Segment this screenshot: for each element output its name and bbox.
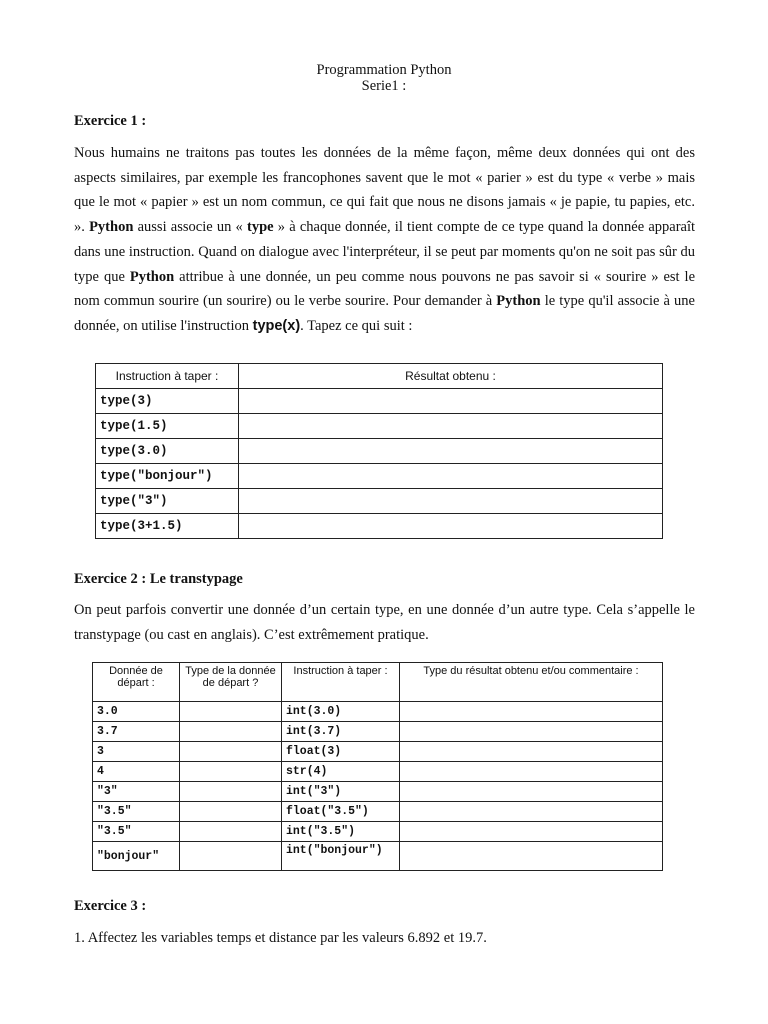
instruction-cell: int("3.5")	[282, 822, 400, 842]
table-row	[93, 842, 663, 871]
data-cell: 4	[93, 762, 180, 782]
cast-table	[92, 662, 663, 871]
instruction-cell: type("3")	[96, 489, 239, 514]
result-cell	[239, 389, 663, 414]
data-cell: "3.5"	[93, 822, 180, 842]
exercise-3-item-1: 1. Affectez les variables temps et distance par les valeurs 6.892 et 19.7.	[74, 930, 487, 946]
result-header: Résultat obtenu :	[239, 364, 663, 389]
type-cell	[180, 702, 282, 722]
exercise-1-heading: Exercice 1 :	[74, 113, 147, 129]
instruction-cell: type(3)	[96, 389, 239, 414]
table-row	[96, 464, 663, 489]
data-cell: "3"	[93, 782, 180, 802]
instruction-header: Instruction à taper :	[96, 364, 239, 389]
data-cell: 3.7	[93, 722, 180, 742]
table-row	[93, 802, 663, 822]
comment-cell	[400, 842, 663, 871]
instruction-cell: type(3.0)	[96, 439, 239, 464]
table-row	[96, 414, 663, 439]
result-cell	[239, 489, 663, 514]
table-row	[93, 762, 663, 782]
exercise-3-heading: Exercice 3 :	[74, 898, 147, 914]
table-header-row	[93, 663, 663, 702]
comment-cell	[400, 742, 663, 762]
instruction-cell: float("3.5")	[282, 802, 400, 822]
data-header: Donnée de départ :	[93, 663, 180, 702]
type-cell	[180, 722, 282, 742]
type-cell	[180, 742, 282, 762]
comment-header: Type du résultat obtenu et/ou commentaire :	[400, 663, 663, 702]
result-cell	[239, 439, 663, 464]
type-cell	[180, 762, 282, 782]
instruction-cell: float(3)	[282, 742, 400, 762]
type-header: Type de la donnée de départ ?	[180, 663, 282, 702]
instruction-header: Instruction à taper :	[282, 663, 400, 702]
instruction-cell: int(3.7)	[282, 722, 400, 742]
exercise-1-paragraph: Nous humains ne traitons pas toutes les données de la même façon, même deux données qui ont des aspects similaires, par exemple les francophones savent que le mot « parier » est du type « verbe » mais que le mot « papier » est un nom commun, ce qui fait que nous ne disons jamais « je papie, tu papies, etc. ». Python aussi associe un « type » à chaque donnée, il tient compte de ce type quand la donnée apparaît dans une instruction. Quand on dialogue avec l'interpréteur, il se peut par moments qu'on ne soit pas sûr du type que Python attribue à une donnée, un peu comme nous pouvons ne pas savoir si « sourire » est le nom commun sourire (un sourire) ou le verbe sourire. Pour demander à Python le type qu'il associe à une donnée, on utilise l'instruction type(x). Tapez ce qui suit :	[74, 145, 696, 334]
exercise-2-paragraph: On peut parfois convertir une donnée d’un certain type, en une donnée d’un autre type. Cela s’appelle le transtypage (ou cast en anglais). C’est extrêmement pratique.	[74, 602, 695, 643]
table-row	[93, 822, 663, 842]
exercise-2-heading: Exercice 2 : Le transtypage	[74, 571, 243, 587]
type-table	[95, 363, 663, 539]
instruction-cell: type(1.5)	[96, 414, 239, 439]
instruction-cell: int("3")	[282, 782, 400, 802]
table-row	[96, 439, 663, 464]
result-cell	[239, 414, 663, 439]
comment-cell	[400, 802, 663, 822]
table-row	[96, 514, 663, 539]
type-cell	[180, 842, 282, 871]
table-row	[96, 489, 663, 514]
table-row	[93, 782, 663, 802]
comment-cell	[400, 762, 663, 782]
type-cell	[180, 802, 282, 822]
comment-cell	[400, 702, 663, 722]
data-cell: "bonjour"	[93, 842, 180, 871]
instruction-cell: int("bonjour")	[282, 842, 400, 871]
type-cell	[180, 782, 282, 802]
instruction-cell: int(3.0)	[282, 702, 400, 722]
document-title: Programmation Python	[316, 62, 452, 78]
table-row	[93, 702, 663, 722]
data-cell: 3	[93, 742, 180, 762]
table-row	[96, 389, 663, 414]
table-row	[93, 722, 663, 742]
table-header-row	[96, 364, 663, 389]
comment-cell	[400, 782, 663, 802]
instruction-cell: str(4)	[282, 762, 400, 782]
comment-cell	[400, 722, 663, 742]
data-cell: "3.5"	[93, 802, 180, 822]
instruction-cell: type("bonjour")	[96, 464, 239, 489]
data-cell: 3.0	[93, 702, 180, 722]
document-subtitle: Serie1 :	[361, 78, 407, 94]
type-cell	[180, 822, 282, 842]
result-cell	[239, 464, 663, 489]
table-row	[93, 742, 663, 762]
instruction-cell: type(3+1.5)	[96, 514, 239, 539]
comment-cell	[400, 822, 663, 842]
result-cell	[239, 514, 663, 539]
